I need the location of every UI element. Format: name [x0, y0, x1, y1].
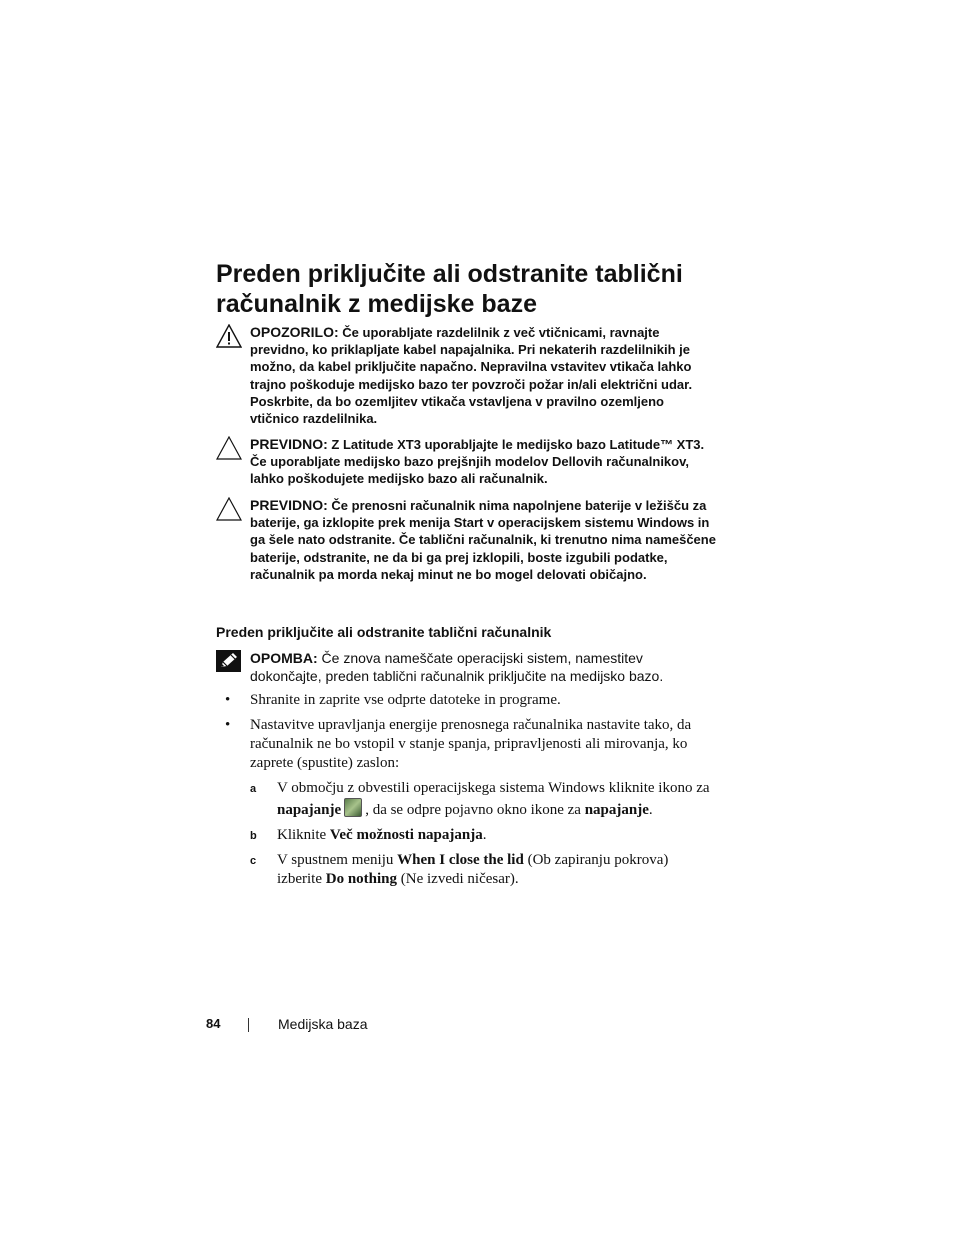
caution-icon — [216, 436, 242, 460]
notice-text: Z Latitude XT3 uporabljajte le medijsko bazo Latitude™ XT3. Če uporabljate medijsko bazo prejšnjih modelov Dellovih računalnikov, lahko poškodujete medijsko bazo ali računalnik. — [250, 437, 705, 487]
step-item — [250, 779, 716, 820]
note-box — [216, 650, 716, 685]
step-bold: napajanje — [277, 802, 342, 818]
step-list — [250, 779, 716, 895]
section-name: Medijska baza — [278, 1016, 368, 1032]
step-bold: Do nothing — [325, 871, 398, 887]
step-bold: Več možnosti napajanja — [329, 827, 483, 843]
step-bold: When I close the lid — [397, 852, 524, 868]
bullet-marker: • — [225, 717, 231, 733]
page-number: 84 — [206, 1016, 221, 1031]
note-pencil-icon — [216, 650, 241, 672]
footer-divider — [248, 1018, 249, 1032]
caution-notice — [216, 436, 716, 488]
bullet-marker: • — [225, 692, 231, 708]
page-title: Preden priključite ali odstranite tablični računalnik z medijske baze — [216, 260, 683, 318]
caution-icon — [216, 497, 242, 521]
caution-notice — [216, 497, 716, 583]
step-text: . — [648, 802, 653, 818]
step-text: , da se odpre pojavno okno ikone za — [365, 802, 585, 818]
section-subheading: Preden priključite ali odstranite tablični računalnik — [216, 624, 552, 640]
bullet-text: Shranite in zaprite vse odprte datoteke in programe. — [250, 692, 561, 708]
notice-text: Če uporabljate razdelilnik z več vtičnicami, ravnajte previdno, ko priklapljate kabel napajalnika. Pri nekaterih razdelilnikih je možno, da kabel priključite napačno. Nepravilna vstavitev vtikača lahko trajno poškoduje medijsko bazo ter povzroči požar in/ali električni udar. Poskrbite, da bo ozemljitev vtikača vstavljena v pravilno ozemljeno vtičnico razdelilnika. — [250, 325, 693, 427]
note-lead: OPOMBA: — [250, 650, 318, 666]
notice-lead: PREVIDNO: — [250, 436, 328, 452]
step-text: V območju z obvestili operacijskega sistema Windows kliknite ikono za — [277, 780, 710, 796]
step-text: (Ne izvedi ničesar). — [397, 871, 519, 887]
notice-lead: PREVIDNO: — [250, 497, 328, 513]
notice-lead: OPOZORILO: — [250, 324, 339, 340]
step-item — [250, 851, 716, 889]
step-marker: c — [250, 855, 257, 867]
notice-text: Če prenosni računalnik nima napolnjene baterije v ležišču za baterije, ga izklopite prek menija Start v operacijskem sistemu Windows in ga šele nato odstranite. Če tablični računalnik, ki trenutno nima nameščene baterije, odstranite, ne da bi ga prej izklopili, boste izgubili podatke, računalnik pa morda nekaj minut ne bo mogel delovati običajno. — [250, 498, 716, 582]
note-text: Če znova nameščate operacijski sistem, namestitev dokončajte, preden tablični računalnik priključite na medijsko bazo. — [250, 650, 664, 684]
step-text: . — [482, 827, 487, 843]
warning-notice — [216, 324, 716, 427]
power-icon — [344, 798, 362, 817]
step-text: (Ob zapiranju pokrova) izberite — [277, 852, 669, 887]
step-text: V spustnem meniju — [277, 852, 398, 868]
step-item — [250, 826, 716, 845]
bullet-text: Nastavitve upravljanja energije prenosnega računalnika nastavite tako, da računalnik ne bo vstopil v stanje spanja, pripravljenosti ali mirovanja, ko zaprete (spustite) zaslon: — [250, 717, 692, 771]
list-item — [216, 691, 716, 710]
step-marker: a — [250, 783, 257, 795]
list-item — [216, 716, 716, 773]
step-text: Kliknite — [277, 827, 330, 843]
bullet-list — [216, 691, 716, 779]
warning-icon — [216, 324, 242, 348]
step-bold: napajanje — [584, 802, 649, 818]
step-marker: b — [250, 830, 257, 842]
